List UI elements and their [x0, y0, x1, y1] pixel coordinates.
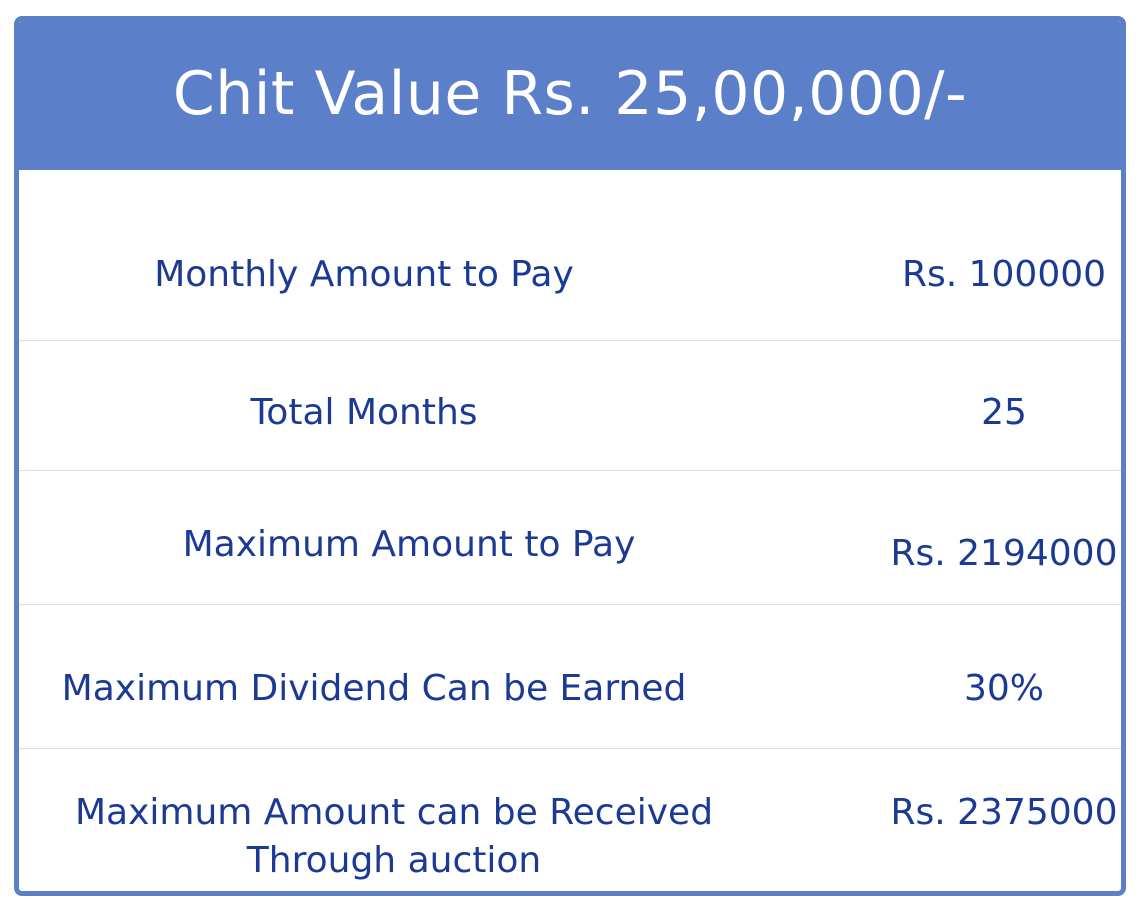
- table-row-maximum-amount: [19, 471, 1121, 605]
- row-label-line2: Through auction: [246, 840, 542, 881]
- table-row-total-months: [19, 341, 1121, 471]
- row-value: Rs. 100000: [901, 254, 1107, 295]
- row-label: Maximum Amount to Pay: [182, 524, 636, 565]
- card-header: [19, 21, 1121, 170]
- row-label: Monthly Amount to Pay: [154, 254, 574, 295]
- table-row-maximum-dividend: [19, 605, 1121, 749]
- row-label: Maximum Dividend Can be Earned: [61, 668, 687, 709]
- table-row-monthly-amount: [19, 170, 1121, 341]
- row-label: Total Months: [250, 392, 478, 433]
- row-value: 25: [981, 392, 1027, 433]
- row-value: Rs. 2375000: [890, 792, 1118, 833]
- chit-value-card: [14, 16, 1126, 896]
- row-value: 30%: [963, 668, 1044, 709]
- chit-value-title: Chit Value Rs. 25,00,000/-: [172, 58, 968, 129]
- row-value: Rs. 2194000: [890, 533, 1118, 574]
- row-label-line1: Maximum Amount can be Received: [74, 792, 714, 833]
- table-row-amount-through-auction: [19, 749, 1121, 896]
